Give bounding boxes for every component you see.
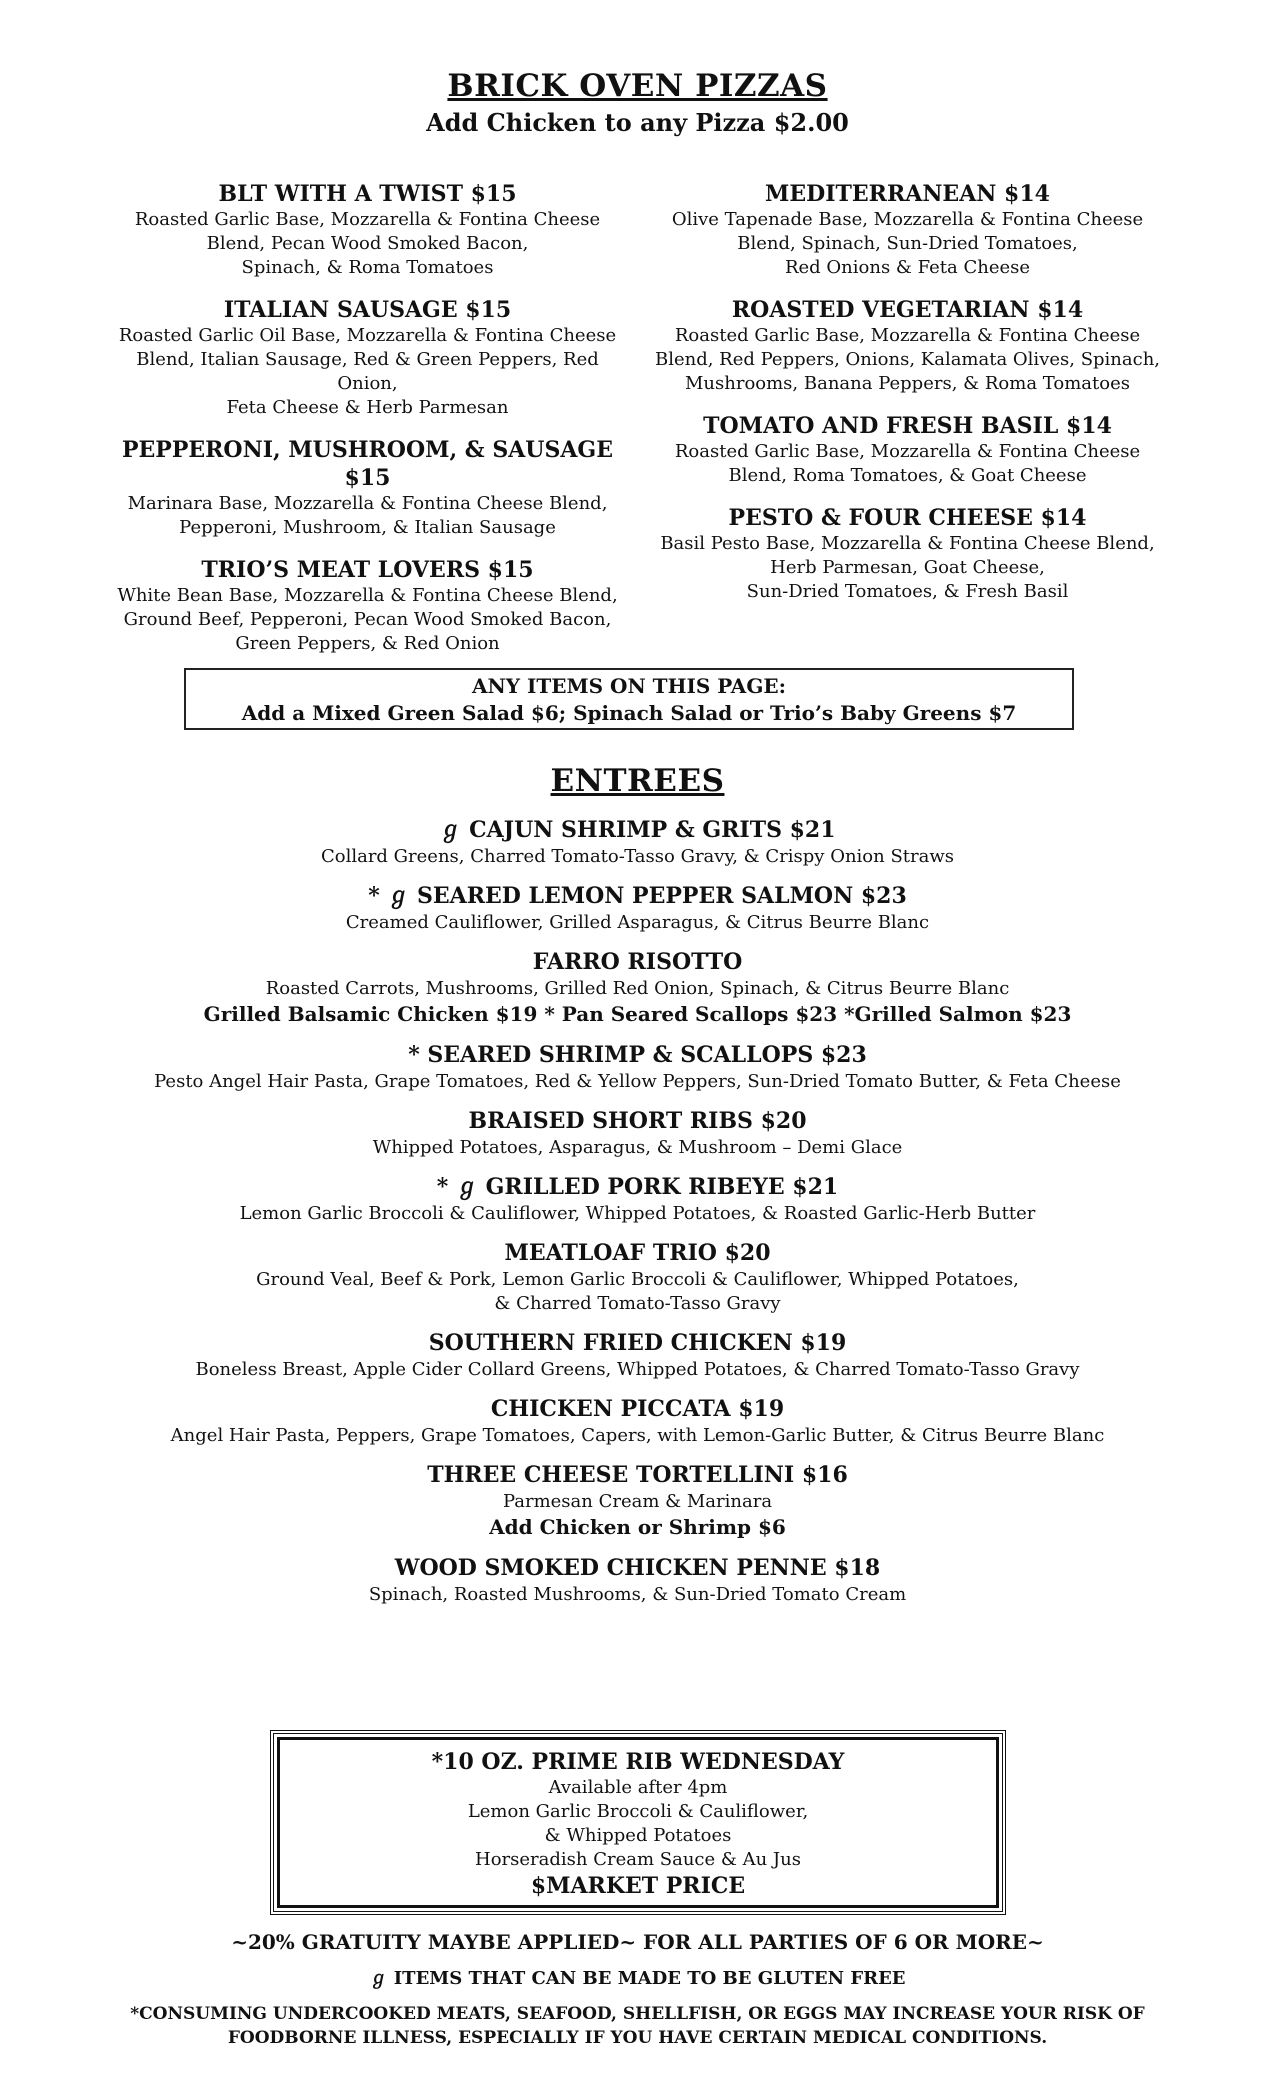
pizza-desc: Roasted Garlic Base, Mozzarella & Fontina Cheese (674, 441, 1141, 462)
pizza-name: ITALIAN SAUSAGE $15 (223, 297, 512, 323)
entree-name: SOUTHERN FRIED CHICKEN $19 (428, 1330, 847, 1356)
entree-desc: Creamed Cauliflower, Grilled Asparagus, & Citrus Beurre Blanc (345, 912, 930, 933)
pizzas-subtitle: Add Chicken to any Pizza $2.00 (426, 108, 849, 137)
pizza-desc: Marinara Base, Mozzarella & Fontina Cheese Blend, (127, 493, 608, 514)
pizza-column-left (110, 180, 625, 672)
pizza-name: BLT WITH A TWIST $15 (218, 181, 517, 207)
pizza-desc: Blend, Italian Sausage, Red & Green Peppers, Red Onion, (136, 349, 599, 394)
entree-name: * ℊ SEARED LEMON PEPPER SALMON $23 (368, 883, 907, 909)
consumer-warning-line: FOODBORNE ILLNESS, ESPECIALLY IF YOU HAVE CERTAIN MEDICAL CONDITIONS. (227, 2028, 1048, 2048)
entree-name: ℊ CAJUN SHRIMP & GRITS $21 (439, 817, 836, 843)
consumer-warning (110, 2002, 1165, 2050)
entree-name: MEATLOAF TRIO $20 (504, 1240, 771, 1266)
entree-desc: Spinach, Roasted Mushrooms, & Sun-Dried Tomato Cream (368, 1584, 907, 1605)
entree-desc: Boneless Breast, Apple Cider Collard Greens, Whipped Potatoes, & Charred Tomato-Tasso Gravy (195, 1359, 1080, 1380)
pizza-desc: Herb Parmesan, Goat Cheese, (770, 557, 1045, 578)
pizza-item (650, 180, 1165, 280)
entree-item (0, 881, 1275, 935)
pizza-name: PESTO & FOUR CHEESE $14 (728, 505, 1087, 531)
pizza-desc: Olive Tapenade Base, Mozzarella & Fontina Cheese (671, 209, 1144, 230)
entree-item (0, 815, 1275, 869)
entree-name: BRAISED SHORT RIBS $20 (468, 1108, 807, 1134)
gratuity-note: ~20% GRATUITY MAYBE APPLIED~ FOR ALL PARTIES OF 6 OR MORE~ (231, 1930, 1044, 1954)
pizza-name: TRIO’S MEAT LOVERS $15 (201, 557, 534, 583)
prime-rib-desc: Available after 4pm (548, 1777, 728, 1798)
pizza-name: PEPPERONI, MUSHROOM, & SAUSAGE $15 (121, 437, 613, 491)
pizza-desc: White Bean Base, Mozzarella & Fontina Cheese Blend, (117, 585, 618, 606)
entree-name: CHICKEN PICCATA $19 (490, 1396, 785, 1422)
entree-item (0, 1394, 1275, 1448)
entree-addon: Add Chicken or Shrimp $6 (489, 1515, 786, 1539)
prime-rib-name: *10 OZ. PRIME RIB WEDNESDAY (431, 1749, 845, 1775)
entree-name: THREE CHEESE TORTELLINI $16 (427, 1462, 848, 1488)
prime-rib-desc: & Whipped Potatoes (544, 1825, 732, 1846)
prime-rib-desc: Lemon Garlic Broccoli & Cauliflower, (467, 1801, 809, 1822)
pizza-column-right (650, 180, 1165, 672)
pizza-item (110, 436, 625, 540)
pizzas-heading: BRICK OVEN PIZZAS (447, 68, 828, 104)
entree-item (0, 1172, 1275, 1226)
pizza-desc: Blend, Spinach, Sun-Dried Tomatoes, (737, 233, 1078, 254)
pizza-name: ROASTED VEGETARIAN $14 (731, 297, 1084, 323)
entrees-list (0, 815, 1275, 1619)
pizza-desc: Roasted Garlic Base, Mozzarella & Fontina Cheese (134, 209, 601, 230)
pizza-desc: Blend, Red Peppers, Onions, Kalamata Olives, Spinach, (654, 349, 1161, 370)
entree-item (0, 1040, 1275, 1094)
pizza-desc: Blend, Roma Tomatoes, & Goat Cheese (728, 465, 1087, 486)
pizza-columns (110, 180, 1165, 672)
entree-desc: Lemon Garlic Broccoli & Cauliflower, Whipped Potatoes, & Roasted Garlic-Herb Butter (239, 1203, 1036, 1224)
pizza-desc: Sun-Dried Tomatoes, & Fresh Basil (746, 581, 1069, 602)
pizza-item (110, 180, 625, 280)
pizza-desc: Basil Pesto Base, Mozzarella & Fontina Cheese Blend, (660, 533, 1155, 554)
prime-rib-inner (277, 1737, 999, 1908)
prime-rib-price: $MARKET PRICE (530, 1873, 746, 1899)
pizza-desc: Spinach, & Roma Tomatoes (241, 257, 494, 278)
entree-item (0, 1106, 1275, 1160)
prime-rib-box (270, 1730, 1006, 1915)
entree-item (0, 1328, 1275, 1382)
pizza-item (650, 504, 1165, 604)
pizza-desc: Feta Cheese & Herb Parmesan (226, 397, 509, 418)
entree-desc: & Charred Tomato-Tasso Gravy (494, 1293, 781, 1314)
pizza-desc: Roasted Garlic Oil Base, Mozzarella & Fontina Cheese (118, 325, 617, 346)
entree-item (0, 1460, 1275, 1541)
salad-addon-heading: ANY ITEMS ON THIS PAGE: (471, 674, 787, 698)
entree-desc: Collard Greens, Charred Tomato-Tasso Gravy, & Crispy Onion Straws (320, 846, 955, 867)
salad-addon-text: Add a Mixed Green Salad $6; Spinach Salad or Trio’s Baby Greens $7 (241, 701, 1017, 725)
entree-item (0, 947, 1275, 1028)
pizza-desc: Red Onions & Feta Cheese (784, 257, 1031, 278)
entree-desc: Angel Hair Pasta, Peppers, Grape Tomatoes, Capers, with Lemon-Garlic Butter, & Citrus Beurre Blanc (170, 1425, 1105, 1446)
entree-name: * ℊ GRILLED PORK RIBEYE $21 (436, 1174, 839, 1200)
salad-addon-box (184, 668, 1074, 730)
pizza-item (110, 556, 625, 656)
entree-desc: Whipped Potatoes, Asparagus, & Mushroom – Demi Glace (372, 1137, 903, 1158)
pizza-item (110, 296, 625, 420)
entree-desc: Pesto Angel Hair Pasta, Grape Tomatoes, Red & Yellow Peppers, Sun-Dried Tomato Butter, & Feta Cheese (154, 1071, 1121, 1092)
entrees-heading: ENTREES (550, 763, 725, 799)
pizza-name: TOMATO AND FRESH BASIL $14 (703, 413, 1112, 439)
pizza-desc: Blend, Pecan Wood Smoked Bacon, (206, 233, 529, 254)
consumer-warning-line: *CONSUMING UNDERCOOKED MEATS, SEAFOOD, SHELLFISH, OR EGGS MAY INCREASE YOUR RISK OF (130, 2004, 1145, 2024)
gluten-free-note: ℊ ITEMS THAT CAN BE MADE TO BE GLUTEN FREE (369, 1968, 906, 1989)
entree-name: WOOD SMOKED CHICKEN PENNE $18 (394, 1555, 881, 1581)
pizza-desc: Ground Beef, Pepperoni, Pecan Wood Smoked Bacon, (123, 609, 612, 630)
entree-desc: Ground Veal, Beef & Pork, Lemon Garlic Broccoli & Cauliflower, Whipped Potatoes, (256, 1269, 1019, 1290)
pizza-desc: Green Peppers, & Red Onion (235, 633, 500, 654)
pizza-desc: Pepperoni, Mushroom, & Italian Sausage (179, 517, 556, 538)
pizza-item (650, 296, 1165, 396)
entree-name: * SEARED SHRIMP & SCALLOPS $23 (408, 1042, 867, 1068)
pizza-desc: Roasted Garlic Base, Mozzarella & Fontina Cheese (674, 325, 1141, 346)
entree-desc: Parmesan Cream & Marinara (502, 1491, 773, 1512)
entree-name: FARRO RISOTTO (532, 949, 743, 975)
prime-rib-desc: Horseradish Cream Sauce & Au Jus (475, 1849, 801, 1870)
entree-desc: Roasted Carrots, Mushrooms, Grilled Red Onion, Spinach, & Citrus Beurre Blanc (265, 978, 1010, 999)
pizza-item (650, 412, 1165, 488)
entree-item (0, 1553, 1275, 1607)
entree-item (0, 1238, 1275, 1316)
entree-addon: Grilled Balsamic Chicken $19 * Pan Seared Scallops $23 *Grilled Salmon $23 (203, 1002, 1072, 1026)
pizza-desc: Mushrooms, Banana Peppers, & Roma Tomatoes (684, 373, 1130, 394)
pizza-name: MEDITERRANEAN $14 (765, 181, 1050, 207)
